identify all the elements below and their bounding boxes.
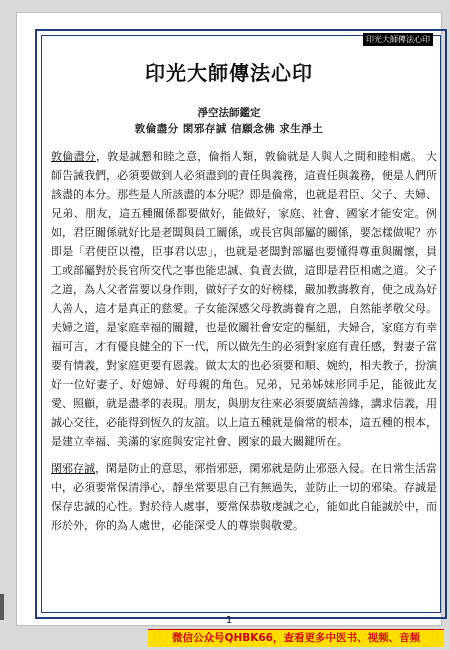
header-tag: 印光大師傳法心印	[363, 33, 433, 46]
paragraph-xianxie	[51, 459, 437, 535]
promo-banner[interactable]: 微信公众号QHBK66，查看更多中医书、视频、音频	[148, 629, 444, 647]
document-subtitle: 淨空法師鑑定	[197, 107, 261, 119]
document-page	[16, 12, 442, 626]
document-title: 印光大師傳法心印	[145, 61, 313, 85]
paragraph-text: ，敦是誠懇和睦之意，倫指人類，敦倫就是人與人之間和睦相處。 大師告誡我們，必須要做到人必須盡到的責任與義務，這責任與義務，便是人們所該盡的本分。那些是人所該盡的本分呢？即是倫常，也就是君臣、父子、夫婦、兄弟、朋友，這五種關係都要做好，能做好，家庭、社會、國家才能安定。例如，君臣關係就好比是老闆與員工關係，或長官與部屬的關係，要怎樣做呢？亦即是「君使臣以禮，臣事君以忠」，也就是老闆對部屬也要懂得尊重與關懷，員工或部屬對於長官所交代之事也能忠誠、負責去做，這即是君臣相處之道。父子之道，為人父者當要以身作則，做好子女的好榜樣，嚴加教誨教育，使之成為好人善人，這才是真正的慈愛。子女能深感父母教誨養育之恩，自然能孝敬父母。夫婦之道，是家庭幸福的關鍵，也是攸關社會安定的樞紐，夫婦合，家庭方有幸福可言，才有優良健全的下一代，所以做先生的必須對家庭有責任感，對妻子當要有情義，對家庭更要有恩義。做太太的也必須要和順、婉約，相夫教子，扮演好一位好妻子、好媳婦、好母親的角色。兄弟，兄弟姊妹形同手足，能彼此友愛、照顧，就是盡孝的表現。朋友，與朋友往來必須要廣結善緣，講求信義，用誠心交往，必能得到恆久的友誼。以上這五種就是倫常的根本，這五種的根本，是建立幸福、美滿的家庭與安定社會、國家的最大關鍵所在。	[51, 150, 437, 448]
body-text	[51, 147, 437, 543]
scrollbar-marker[interactable]	[0, 594, 4, 620]
page-number: 1	[225, 615, 233, 626]
paragraph-dunlun	[51, 147, 437, 451]
term-dunlun: 敦倫盡分	[51, 150, 96, 163]
paragraph-text: ，閑是防止的意思，邪指邪惡，閑邪就是防止邪惡入侵。在日常生活當中，必須要常保清淨心，靜坐常要思自己有無過失，並防止一切的邪染。存誠是保存忠誠的心性。對於待人處事，要常保恭敬虔誠之心，能如此自能誠於中，而形於外，你的為人處世，必能深受人的尊崇與敬愛。	[51, 462, 438, 532]
document-motto: 敦倫盡分 閑邪存誠 信願念佛 求生淨土	[134, 123, 324, 135]
term-xianxie: 閑邪存誠	[51, 462, 96, 475]
